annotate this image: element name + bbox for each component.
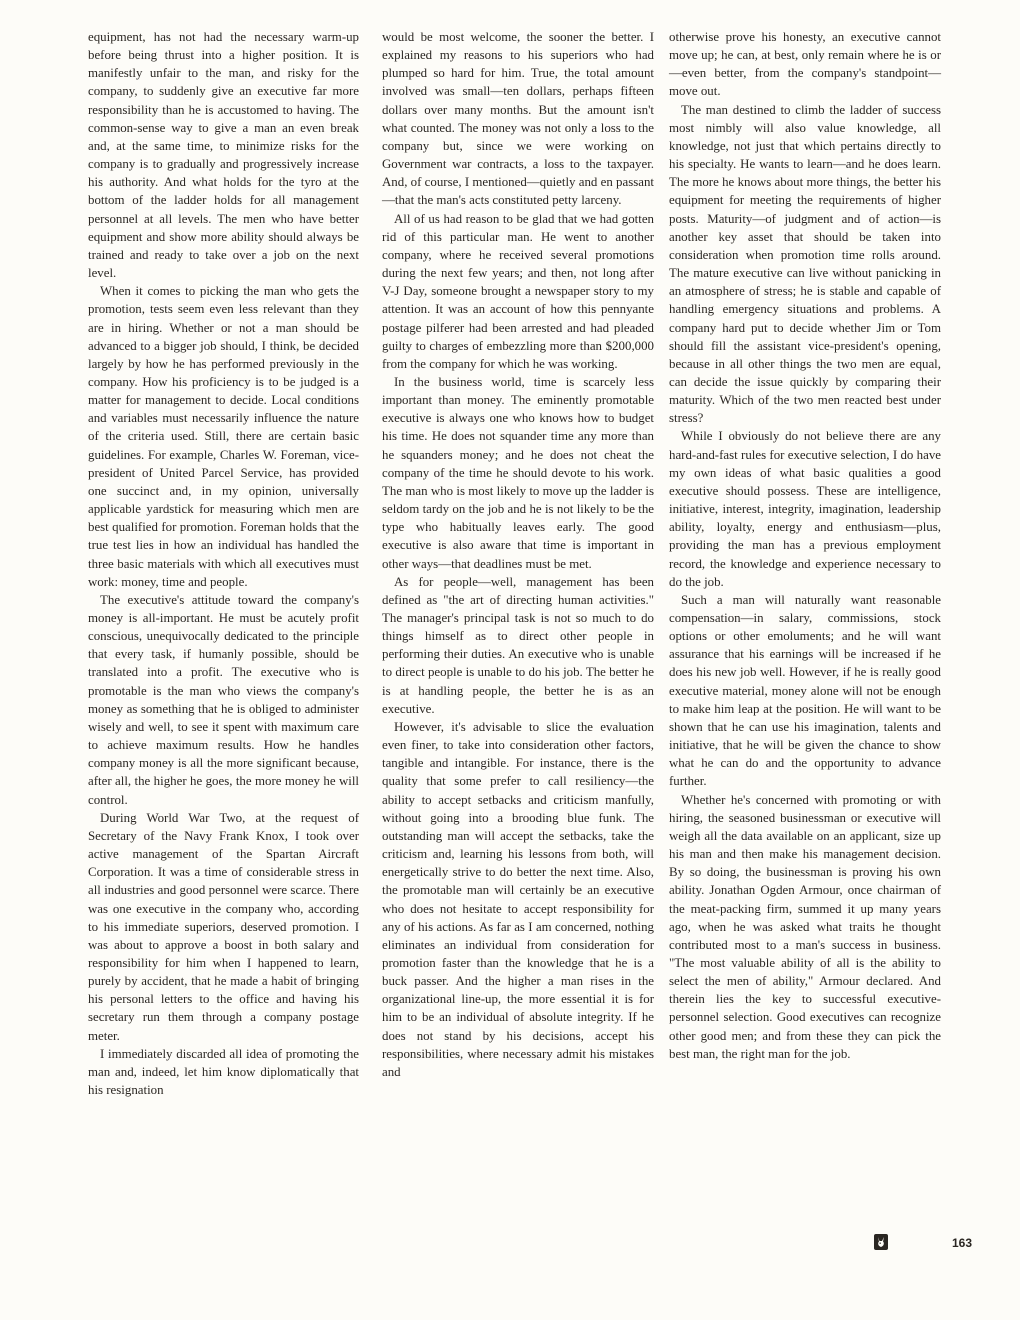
text-column-3 (669, 28, 941, 1063)
paragraph: While I obviously do not believe there are any hard-and-fast rules for executive selection, I do have my own ideas of what basic qualities a good executive should possess. These are intelligence, initiative, interest, integrity, imagination, leadership ability, loyalty, energy and enthusiasm—plus, providing the man has a previous employment record, the knowledge and experience necessary to do the job. (669, 429, 941, 589)
paragraph: otherwise prove his honesty, an executive cannot move up; he can, at best, only remain where he is or—even better, from the company's standpoint—move out. (669, 30, 941, 99)
page-number: 163 (952, 1236, 973, 1250)
paragraph: When it comes to picking the man who gets the promotion, tests seem even less relevant than they are in hiring. Whether or not a man should be advanced to a bigger job should, I think, be decided largely by how he has performed previously in the company. How his proficiency is to be judged is a matter for management to decide. Local conditions and variables must necessarily influence the nature of the criteria used. Still, there are certain basic guidelines. For example, Charles W. Foreman, vice-president of United Parcel Service, has provided one succinct and, in my opinion, universally applicable yardstick for measuring which men are best qualified for promotion. Foreman holds that the true test lies in how an individual has handled the three basic materials with which all executives must work: money, time and people. (88, 284, 359, 589)
paragraph: However, it's advisable to slice the evaluation even finer, to take into consideration other factors, tangible and intangible. For instance, there is the quality that some prefer to call resiliency—the ability to accept setbacks and criticism manfully, without going into a brooding blue funk. The outstanding man will accept the setbacks, take the criticism and, learning his lessons from both, will energetically strive to do better the next time. Also, the promotable man will certainly be an executive who does not hesitate to accept responsibility for any of his actions. As far as I am concerned, nothing eliminates an individual from consideration for promotion faster than the knowledge that he is a buck passer. And the higher a man rises in the organizational line-up, the more essential it is for him to be an individual of absolute integrity. If he does not stand by his decisions, accept his responsibilities, where necessary admit his mistakes and (382, 719, 654, 1079)
paragraph: I immediately discarded all idea of promoting the man and, indeed, let him know diplomatically that his resignation (88, 1046, 359, 1098)
paragraph: Such a man will naturally want reasonable compensation—in salary, commissions, stock options or other emoluments; and he will want assurance that his earnings will be increased if he does his new job well. However, if he is really good executive material, money alone will not be enough to make him leap at the position. He will want to be shown that he can use his imagination, talents and initiative, that he will be given the chance to show what he can do and the opportunity to advance further. (669, 592, 941, 789)
paragraph: The man destined to climb the ladder of success most nimbly will also value knowledge, all knowledge, not just that which pertains directly to his specialty. He wants to learn—and he does learn. The more he knows about more things, the better his equipment for meeting the requirements of higher posts. Maturity—of judgment and of action—is another key asset that should be taken into consideration when promotion time rolls around. The mature executive can live without panicking in an atmosphere of stress; he is stable and capable of handling emergency situations and problems. A company hard put to decide whether Jim or Tom should fill the assistant vice-president's opening, because in all other things the two men are equal, can decide the issue quickly by comparing their maturity. Which of the two men reacted best under stress? (669, 102, 941, 426)
paragraph: As for people—well, management has been defined as "the art of directing human activities." The manager's principal task is not so much to do things himself as to direct other people in performing their duties. An executive who is unable to direct people is unable to do his job. The better he is at handling people, the better he is as an executive. (382, 574, 654, 716)
paragraph: Whether he's concerned with promoting or with hiring, the seasoned businessman or executive will weigh all the data available on an applicant, size up his man and then make his management decision. By so doing, the businessman is proving his own ability. Jonathan Ogden Armour, once chairman of the meat-packing firm, summed it up many years ago, when he was asked what traits he thought contributed most to a man's success in business. "The most valuable ability of all is the ability to select the men of ability," Armour declared. And therein lies the key to successful executive-personnel selection. Good executives can recognize other good men; and from these they can pick the best man, the right man for the job. (669, 792, 941, 1061)
text-column-2 (382, 28, 654, 1081)
paragraph: would be most welcome, the sooner the better. I explained my reasons to his superiors who had plumped so hard for him. True, the total amount involved was small—ten dollars, perhaps fifteen dollars over many months. But the amount isn't what counted. The money was not only a loss to the company but, since we were working on Government war contracts, a loss to the taxpayer. And, of course, I mentioned—quietly and en passant—that the man's acts constituted petty larceny. (382, 30, 654, 208)
paragraph: During World War Two, at the request of Secretary of the Navy Frank Knox, I took over active management of the Spartan Aircraft Corporation. It was a time of considerable stress in all industries and good personnel were scarce. There was one executive in the company who, according to his immediate superiors, deserved promotion. I was about to approve a boost in both salary and responsibility for him when I happened to learn, purely by accident, that he made a habit of bringing his personal letters to the office and having his secretary run them through a company postage meter. (88, 810, 359, 1043)
paragraph: In the business world, time is scarcely less important than money. The eminently promotable executive is always one who knows how to budget his time. He does not squander time any more than he squanders money; and he does not cheat the company of the time he should devote to his work. The man who is most likely to move up the ladder is seldom tardy on the job and he is not likely to be the type who habitually leaves early. The good executive is also aware that time is important in other ways—that deadlines must be met. (382, 374, 654, 571)
rabbit-head-icon (874, 1234, 888, 1250)
paragraph: The executive's attitude toward the company's money is all-important. He must be acutely profit conscious, unequivocally dedicated to the principle that every task, if humanly possible, should be translated into a profit. The executive who is promotable is the man who views the company's money as something that he is obliged to administer wisely and well, to see it spent with maximum care to achieve maximum results. How he handles company money is all the more significant because, after all, the higher he goes, the more money he will control. (88, 592, 359, 807)
text-column-1 (88, 28, 359, 1099)
paragraph: All of us had reason to be glad that we had gotten rid of this particular man. He went to another company, where he received several promotions during the next few years; and then, not long after V-J Day, someone brought a newspaper story to my attention. It was an account of how this pennyante postage pilferer had been arrested and had pleaded guilty to charges of embezzling more than $200,000 from the company for which he was working. (382, 211, 654, 371)
paragraph: equipment, has not had the necessary warm-up before being thrust into a higher position. It is manifestly unfair to the man, and risky for the company, to suddenly give an executive far more responsibility than he is accustomed to having. The common-sense way to give a man an even break and, at the same time, to minimize risks for the company is to gradually and progressively increase his authority. And what holds for the tyro at the bottom of the ladder holds for all management personnel at all levels. The men who have better equipment and show more ability should always be trained and ready to take over a job on the next level. (88, 30, 359, 281)
